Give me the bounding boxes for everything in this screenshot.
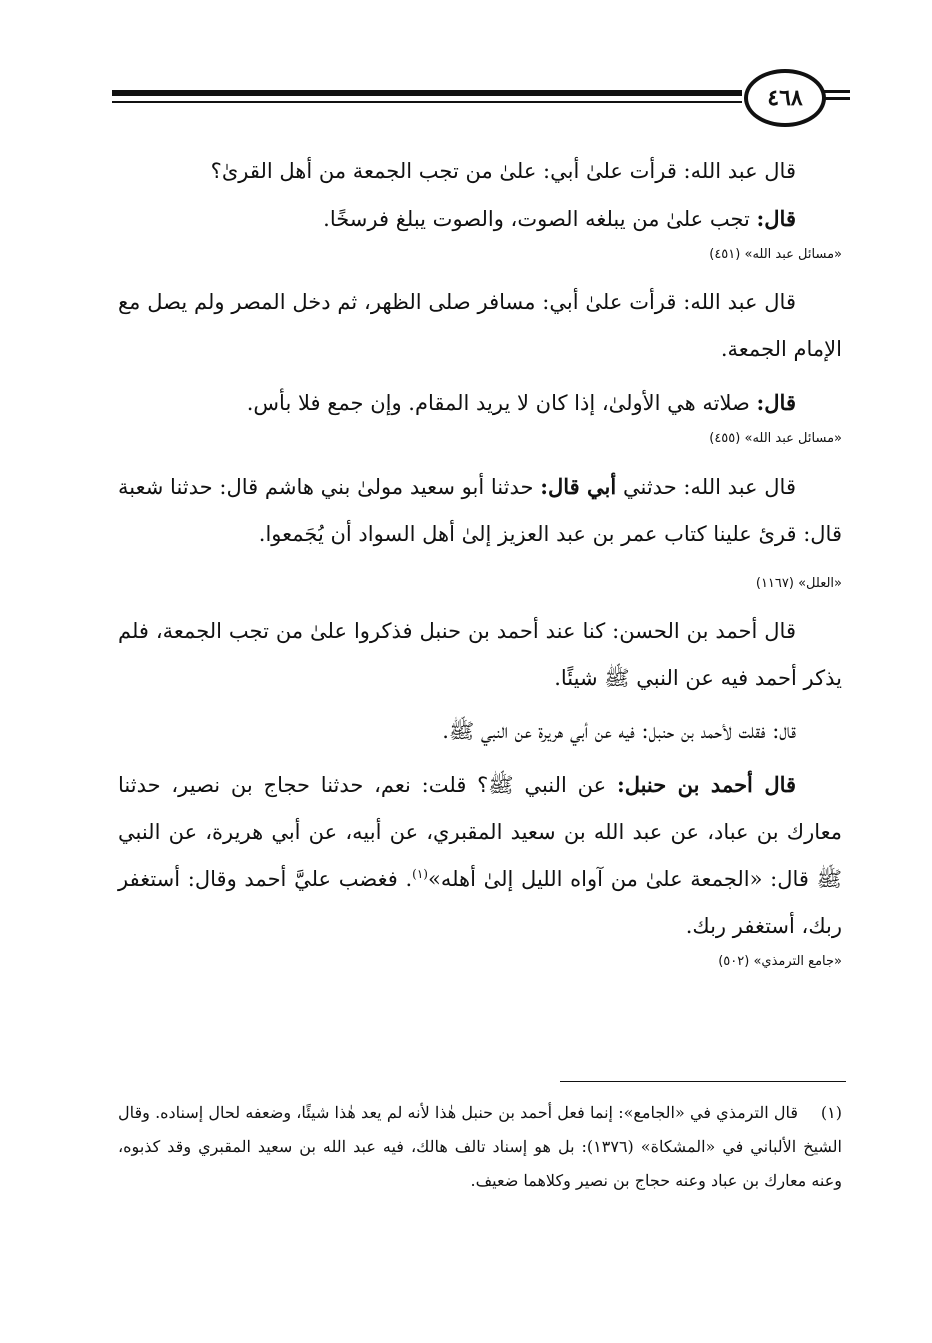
narration-text: قال عبد الله: حدثني xyxy=(616,475,796,499)
source-citation: «مسائل عبد الله» (٤٥١) xyxy=(709,247,842,262)
answer-label: قال: xyxy=(756,390,796,415)
narrator-label: أبي قال: xyxy=(540,474,617,499)
footnote-separator xyxy=(560,1081,846,1082)
header-ornament xyxy=(824,90,850,93)
source-citation: «مسائل عبد الله» (٤٥٥) xyxy=(709,431,842,446)
header-ornament xyxy=(824,97,850,100)
paragraph xyxy=(118,463,842,558)
paragraph xyxy=(118,761,842,950)
paragraph: قال عبد الله: قرأت علىٰ أبي: مسافر صلى الظهر، ثم دخل المصر ولم يصل مع الإمام الجمعة. xyxy=(118,290,842,361)
footnote xyxy=(118,1096,842,1198)
paragraph xyxy=(118,148,842,195)
source-citation: «جامع الترمذي» (٥٠٢) xyxy=(718,954,842,969)
question-text: قال عبد الله: قرأت علىٰ أبي: علىٰ من تجب الجمعة من أهل القرىٰ؟ xyxy=(210,159,796,183)
source-citation: «العلل» (١١٦٧) xyxy=(755,576,842,591)
answer-label: قال: xyxy=(756,206,796,231)
footnote-text: قال الترمذي في «الجامع»: إنما فعل أحمد بن حنبل هٰذا لأنه لم يعد هٰذا شيئًا، وضعفه لحال إسناده. وقال الشيخ الألباني في «المشكاة» (١٣٧٦): بل هو إسناد تالف هالك، فيه عبد الله بن سعيد المقبري وقد كذبوه، وعنه معارك بن عباد وعنه حجاج بن نصير وكلاهما ضعيف. xyxy=(118,1103,842,1190)
answer-text: صلاته هي الأولىٰ، إذا كان لا يريد المقام. وإن جمع فلا بأس. xyxy=(246,391,757,415)
narration-text: حدثنا أبو سعيد مولىٰ بني هاشم قال: حدثنا شعبة قال: قرئ علينا كتاب عمر بن عبد العزيز إلىٰ أهل السواد أن يُجَمعوا. xyxy=(118,475,842,546)
page-number: ٤٦٨ xyxy=(744,69,826,127)
header-rule-thin xyxy=(112,101,742,103)
paragraph: قال أحمد بن الحسن: كنا عند أحمد بن حنبل فذكروا علىٰ من تجب الجمعة، فلم يذكر أحمد فيه عن النبي ﷺ شيئًا. xyxy=(118,619,842,690)
paragraph xyxy=(118,195,842,243)
main-text xyxy=(118,148,842,986)
answer-text: تجب علىٰ من يبلغه الصوت، والصوت يبلغ فرسخًا. xyxy=(323,207,757,231)
header-rule-thick xyxy=(112,90,742,96)
narration-text: . فغضب عليَّ أحمد وقال: أستغفر ربك، أستغفر ربك. xyxy=(118,867,842,938)
paragraph: قال: فقلت لأحمد بن حنبل: فيه عن أبي هريرة عن النبي ﷺ. xyxy=(442,719,796,743)
footnote-ref[interactable]: (١) xyxy=(412,867,428,881)
page-header xyxy=(112,66,842,136)
speaker-label: قال أحمد بن حنبل: xyxy=(616,772,797,797)
footnote-number: (١) xyxy=(820,1103,842,1122)
narration-text: عن النبي ﷺ؟ قلت: نعم، حدثنا حجاج بن نصير، حدثنا معارك بن عباد، عن عبد الله بن سعيد المقبري، عن أبيه، عن أبي هريرة، عن النبي ﷺ قال: «الجمعة علىٰ من آواه الليل إلىٰ أهله» xyxy=(118,773,842,891)
paragraph xyxy=(118,379,842,427)
